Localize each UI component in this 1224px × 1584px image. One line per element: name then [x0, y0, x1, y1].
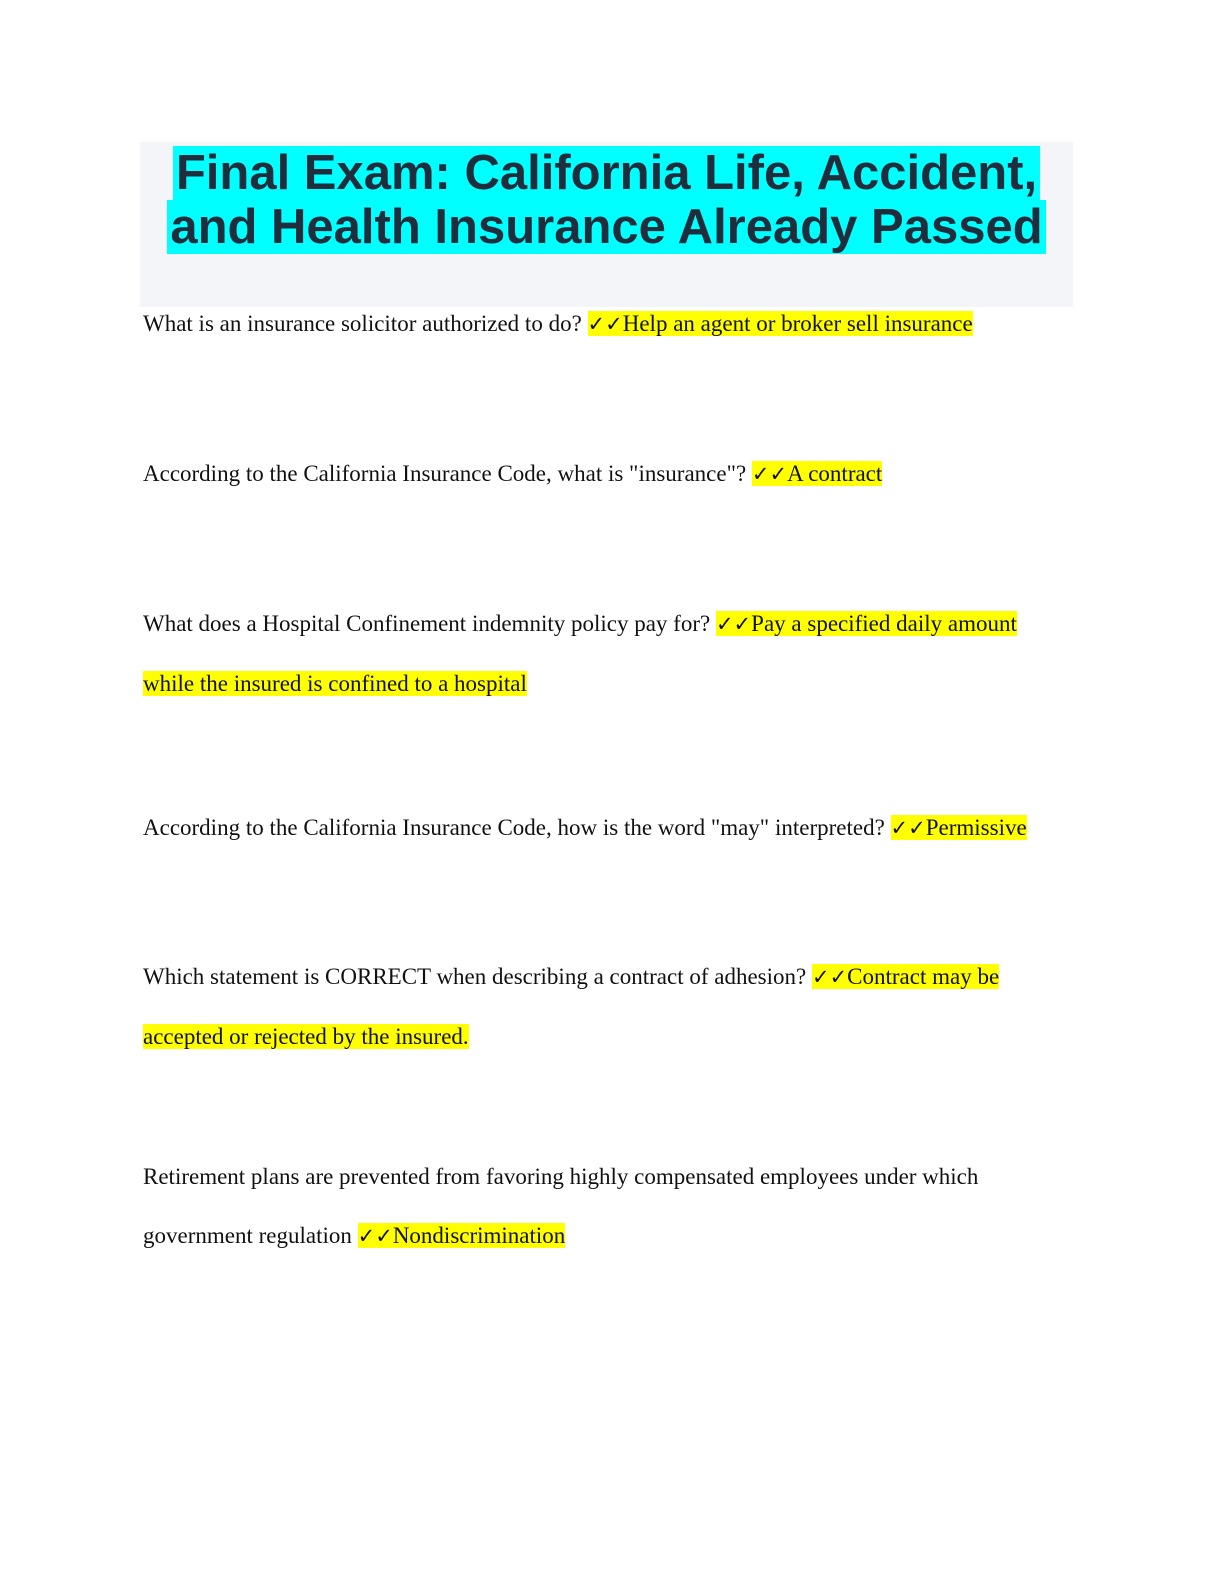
qa-item-3	[143, 594, 1073, 713]
answer-highlight	[588, 311, 973, 336]
answer-highlight	[752, 461, 882, 486]
answer-text: A contract	[787, 461, 883, 486]
question-text: What does a Hospital Confinement indemnity policy pay for?	[143, 611, 711, 636]
title-banner	[140, 142, 1073, 307]
title-line-2: and Health Insurance Already Passed	[167, 200, 1045, 254]
document-title	[140, 142, 1073, 254]
answer-text: Help an agent or broker sell insurance	[622, 311, 973, 336]
double-check-icon: ✓✓	[715, 612, 752, 636]
question-text: What is an insurance solicitor authorized to do?	[143, 311, 582, 336]
qa-item-4	[143, 798, 1073, 858]
answer-highlight	[891, 815, 1027, 840]
answer-text: Permissive	[925, 815, 1027, 840]
double-check-icon: ✓✓	[890, 816, 926, 840]
question-text: Retirement plans are prevented from favoring highly compensated employees under which government regulation	[143, 1164, 979, 1248]
double-check-icon: ✓✓	[357, 1224, 393, 1248]
title-line-1: Final Exam: California Life, Accident,	[173, 146, 1040, 200]
answer-text: Contract may be accepted or rejected by the insured.	[143, 964, 1000, 1049]
answer-text: Nondiscrimination	[392, 1223, 566, 1248]
qa-item-1	[143, 294, 1073, 354]
answer-text: Pay a specified daily amount while the insured is confined to a hospital	[143, 611, 1017, 696]
double-check-icon: ✓✓	[587, 312, 623, 336]
qa-item-2	[143, 444, 1073, 504]
question-text: According to the California Insurance Code, how is the word "may" interpreted?	[143, 815, 885, 840]
double-check-icon: ✓✓	[751, 462, 788, 486]
question-text: According to the California Insurance Code, what is "insurance"?	[143, 461, 747, 486]
double-check-icon: ✓✓	[811, 965, 848, 989]
question-text: Which statement is CORRECT when describing a contract of adhesion?	[143, 964, 807, 989]
qa-item-5	[143, 947, 1073, 1066]
qa-item-6	[143, 1147, 1073, 1266]
answer-highlight	[358, 1223, 566, 1248]
